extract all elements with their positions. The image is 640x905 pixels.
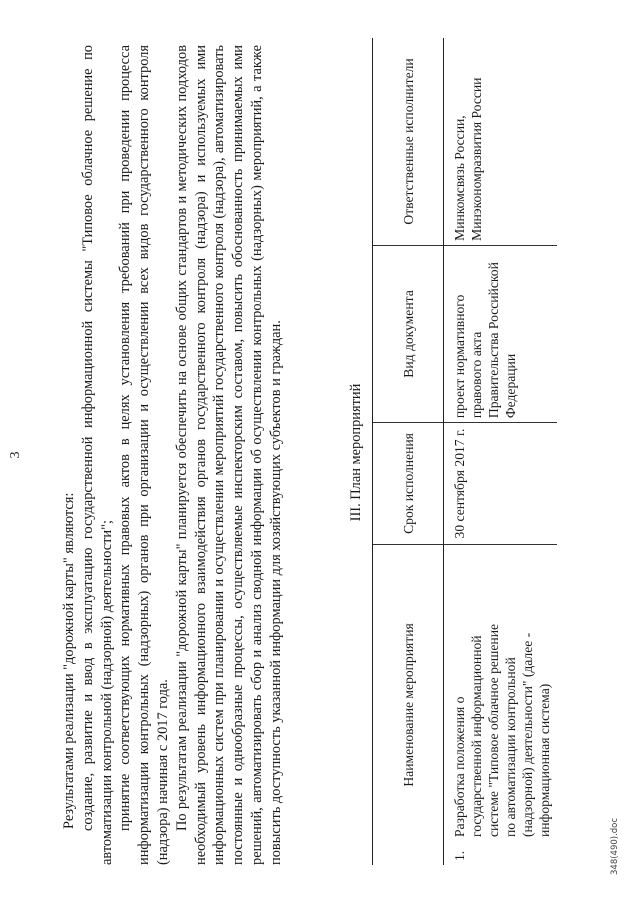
section-title: III. План мероприятий: [348, 383, 364, 522]
cell-term: 30 сентября 2017 г.: [444, 423, 558, 545]
paragraph: создание, развитие и ввод в эксплуатацию государственной информационной системы "Типовое облачное решение по автоматизации контрольной (надзорной) деятельности";: [79, 45, 115, 865]
row-number: 1.: [452, 850, 467, 861]
body-text: [60, 45, 286, 865]
header-term: Срок исполнения: [373, 423, 444, 545]
header-document: Вид документа: [373, 245, 444, 422]
cell-document: проект нормативного правового акта Правительства Российской Федерации: [444, 245, 558, 422]
paragraph: Результатами реализации "дорожной карты" являются:: [61, 492, 77, 829]
plan-table: [372, 38, 557, 865]
row-name: Разработка положения о государственной информационной системе "Типовое облачное решение по автоматизации контрольной (надзорной) деятельности" (далее - информационная система): [452, 624, 552, 837]
cell-responsible: Минкомсвязь России, Минэкономразвития России: [444, 38, 558, 245]
table-row: [444, 38, 558, 865]
paragraph: принятие соответствующих нормативных правовых актов в целях установления требований при проведении процесса информатизации контрольных (надзорных) органов при организации и осуществлении всех видов государственного контроля (надзора) начиная с 2017 года.: [117, 45, 171, 865]
paragraph: По результатам реализации "дорожной карты" планируется обеспечить на основе общих стандартов и методических подходов необходимый уровень информационного взаимодействия органов государственного контроля (надзора) и используемых ими информационных систем при планировании и осуществлении мероприятий государственного контроля (надзора), автоматизировать постоянные и однообразные процессы, осуществляемые инспекторским составом, повысить обоснованность принимаемых ими решений, автоматизировать сбор и анализ сводной информации об осуществлении контрольных (надзорных) мероприятий, а также повысить доступность указанной информации для хозяйствующих субъектов и граждан.: [173, 45, 284, 865]
header-responsible: Ответственные исполнители: [373, 38, 444, 245]
header-name: Наименование мероприятия: [373, 544, 444, 865]
cell-name: [444, 544, 558, 865]
footer-filename: 348(490).doc: [610, 817, 620, 875]
table-header-row: [373, 38, 444, 865]
page-number: 3: [8, 451, 23, 459]
